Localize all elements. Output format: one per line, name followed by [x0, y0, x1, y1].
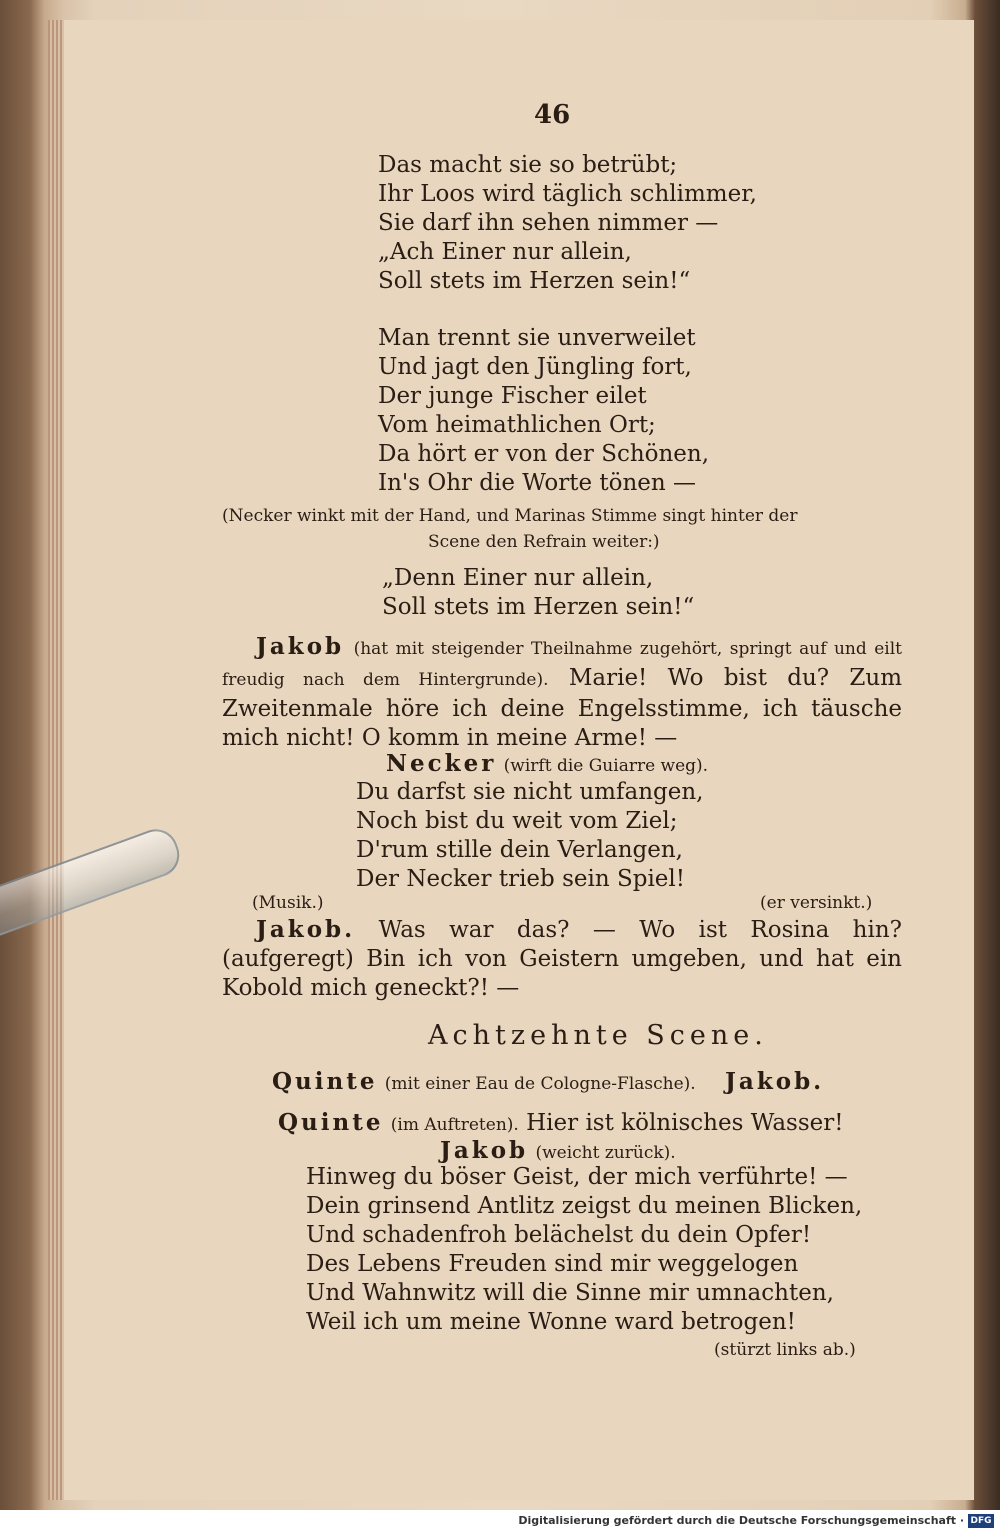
verse-line: Und schadenfroh belächelst du dein Opfer! [306, 1222, 812, 1248]
verse-line: Noch bist du weit vom Ziel; [356, 808, 678, 834]
dfg-logo: DFG [968, 1514, 994, 1528]
speaker-name: Jakob [440, 1137, 529, 1164]
cast-jakob: Jakob. [725, 1068, 825, 1095]
footer-credit: Digitalisierung gefördert durch die Deutsche Forschungsgemeinschaft · [518, 1514, 964, 1527]
verse-line: In's Ohr die Worte tönen — [378, 470, 697, 496]
stage-direction: (stürzt links ab.) [714, 1340, 856, 1360]
verse-line: Vom heimathlichen Ort; [378, 412, 656, 438]
verse-line: Des Lebens Freuden sind mir weggelogen [306, 1251, 799, 1277]
speaker-name: Quinte [278, 1109, 384, 1136]
verse-line: Und Wahnwitz will die Sinne mir umnachten, [306, 1280, 834, 1306]
verse-line: Das macht sie so betrübt; [378, 152, 678, 178]
refrain-line: Soll stets im Herzen sein!“ [382, 594, 695, 620]
verse-line: Der junge Fischer eilet [378, 383, 647, 409]
stage-direction: (im Auftreten). [390, 1115, 519, 1135]
verse-line: Man trennt sie unverweilet [378, 325, 696, 351]
stage-direction: (er versinkt.) [760, 893, 873, 913]
jakob-heading [440, 1137, 676, 1164]
scene-heading: Achtzehnte Scene. [428, 1020, 768, 1051]
page-number: 46 [534, 100, 571, 130]
verse-line: Und jagt den Jüngling fort, [378, 354, 692, 380]
speech-text: Was war das? — Wo ist Rosina hin? (aufgeregt) Bin ich von Geistern umgeben, und hat ein Kobold mich geneckt?! — [222, 917, 902, 1001]
verse-line: Da hört er von der Schönen, [378, 441, 710, 467]
speaker-name: Necker [386, 750, 497, 777]
speech-text: Marie! Wo bist du? Zum Zweitenmale höre ich deine Engelsstimme, ich täusche mich nicht! O komm in meine Arme! — [222, 665, 902, 751]
verse-line: Dein grinsend Antlitz zeigst du meinen Blicken, [306, 1193, 863, 1219]
verse-line: Du darfst sie nicht umfangen, [356, 779, 704, 805]
stage-direction: (mit einer Eau de Cologne-Flasche). [384, 1074, 696, 1094]
verse-line: Weil ich um meine Wonne ward betrogen! [306, 1309, 796, 1335]
footer-bar [0, 1510, 1000, 1532]
cast-quinte: Quinte [272, 1068, 378, 1095]
stage-direction: (Musik.) [252, 893, 324, 913]
verse-line: Soll stets im Herzen sein!“ [378, 268, 691, 294]
stage-direction: (wirft die Guiarre weg). [503, 756, 709, 776]
stage-direction: (hat mit steigender Theilnahme zugehört, springt auf und eilt freudig nach dem Hintergrunde). [222, 639, 903, 690]
necker-heading [386, 750, 708, 777]
stage-direction: (weicht zurück). [535, 1143, 676, 1163]
speaker-name: Jakob [256, 633, 345, 660]
verse-line: „Ach Einer nur allein, [378, 239, 632, 265]
speech-text: Hier ist kölnisches Wasser! [526, 1110, 844, 1136]
verse-line: D'rum stille dein Verlangen, [356, 837, 683, 863]
refrain-line: „Denn Einer nur allein, [382, 565, 654, 591]
stage-direction: (Necker winkt mit der Hand, und Marinas Stimme singt hinter der [222, 506, 798, 526]
verse-line: Hinweg du böser Geist, der mich verführte! — [306, 1164, 848, 1190]
page-stack-edge [48, 20, 64, 1500]
quinte-speech [278, 1109, 844, 1136]
verse-line: Sie darf ihn sehen nimmer — [378, 210, 719, 236]
verse-line: Ihr Loos wird täglich schlimmer, [378, 181, 757, 207]
verse-line: Der Necker trieb sein Spiel! [356, 866, 686, 892]
jakob-speech [222, 632, 902, 753]
cast-list [272, 1068, 824, 1095]
stage-direction: Scene den Refrain weiter:) [428, 532, 660, 552]
speaker-name: Jakob. [256, 916, 356, 943]
jakob-speech [222, 915, 902, 1003]
